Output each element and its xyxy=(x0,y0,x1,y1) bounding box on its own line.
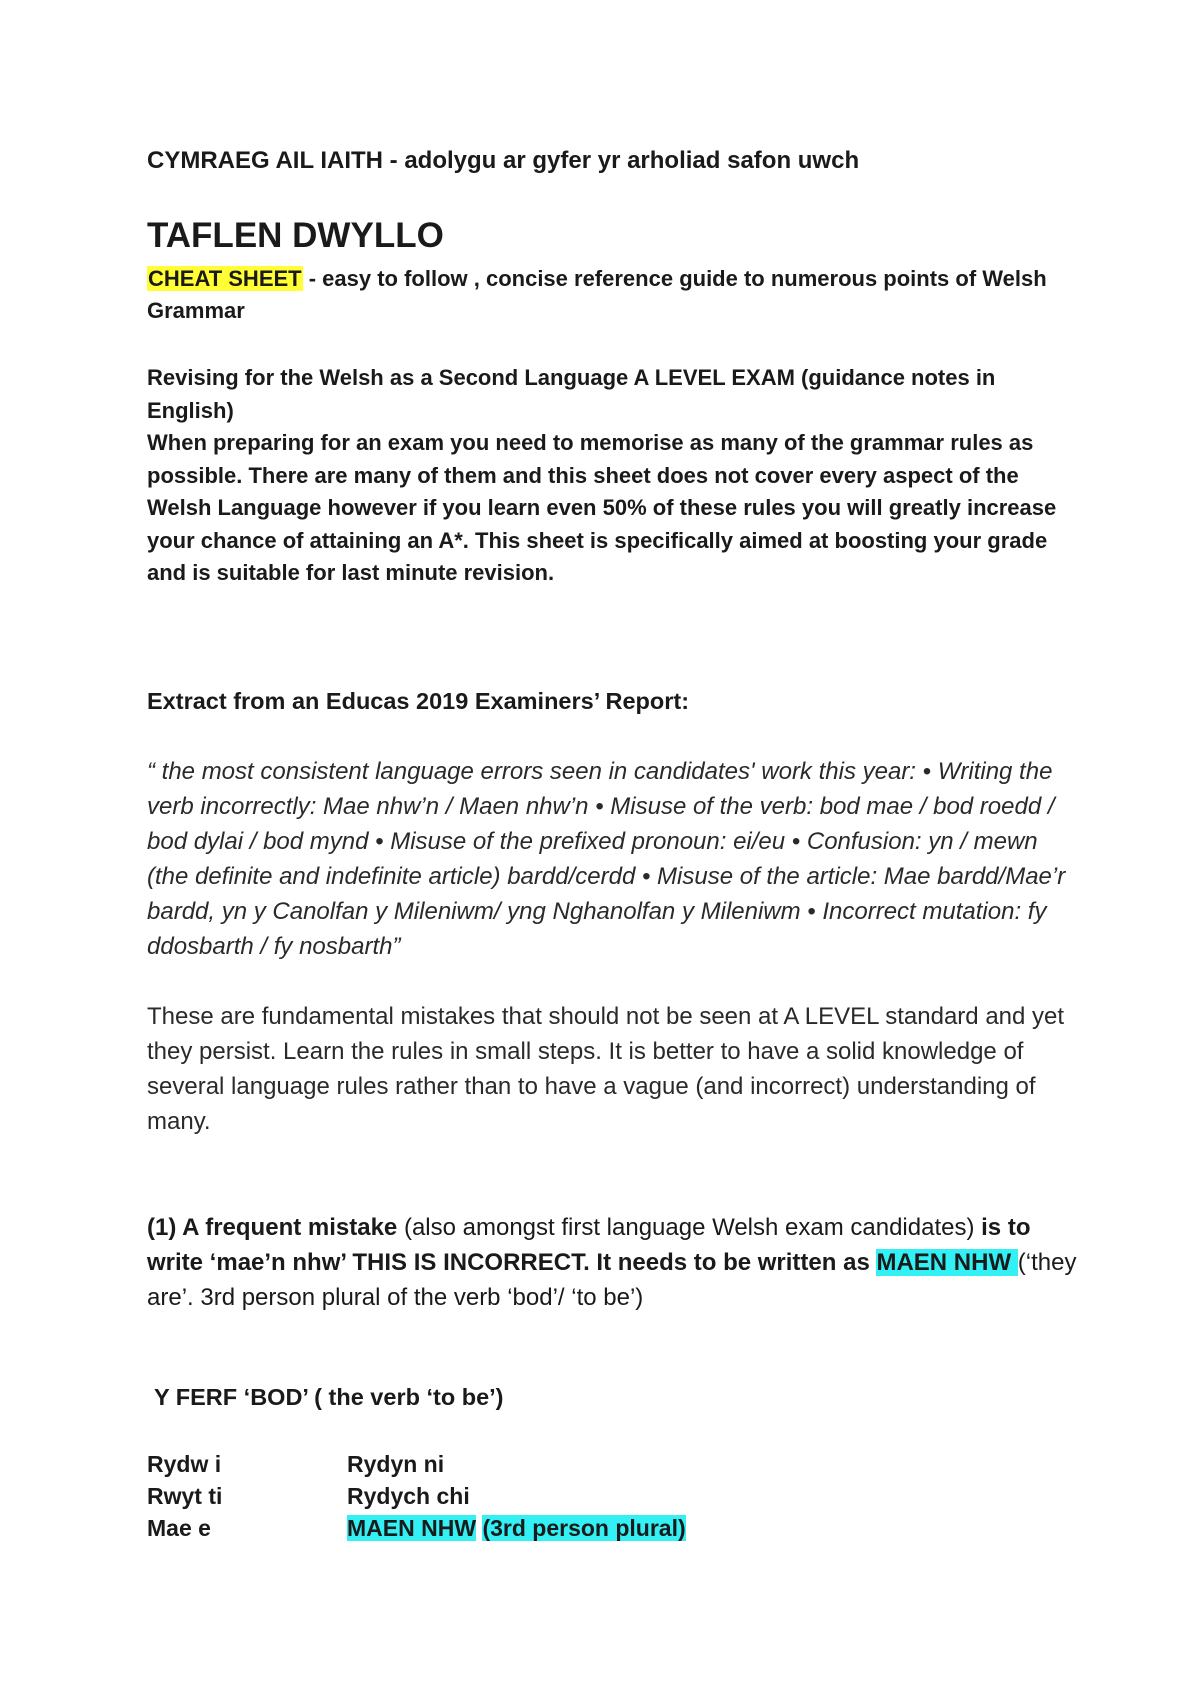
verb-bod-heading: Y FERF ‘BOD’ ( the verb ‘to be’) xyxy=(154,1384,504,1410)
fundamental-mistakes-paragraph: These are fundamental mistakes that should not be seen at A LEVEL standard and yet they persist. Learn the rules in small steps. It is better to have a solid knowledge of several language rules rather than to have a vague (and incorrect) understanding of many. xyxy=(147,1003,1065,1135)
mistake-lead: (1) A frequent mistake xyxy=(147,1214,398,1241)
verb-row xyxy=(147,1483,1077,1515)
third-person-plural-note: (3rd person plural) xyxy=(482,1515,686,1541)
examiners-quote: “ the most consistent language errors seen in candidates' work this year: • Writing the verb incorrectly: Mae nhw’n / Maen nhw’n • Misuse of the verb: bod mae / bod roedd / bod dylai / bod mynd • Misuse of the prefixed pronoun: ei/eu • Confusion: yn / mewn (the definite and indefinite article) bardd/cerdd • Misuse of the article: Mae bardd/Mae’r bardd, yn y Canolfan y Mileniwm/ yng Nghanolfan y Mileniwm • Incorrect mutation: fy ddosbarth / fy nosbarth” xyxy=(147,758,1066,960)
cheat-sheet-highlight: CHEAT SHEET xyxy=(148,266,302,291)
mistake-note: (also amongst first language Welsh exam candidates) xyxy=(397,1214,982,1241)
page-title: TAFLEN DWYLLO xyxy=(147,216,444,255)
verb-row xyxy=(147,1515,1077,1547)
subtitle xyxy=(147,263,1077,327)
verb-plural-highlighted xyxy=(347,1515,686,1542)
mistake-explanation: (‘they are’. 3rd person plural of the verb ‘bod’/ ‘to be’) xyxy=(147,1249,1077,1311)
maen-nhw-table-highlight: MAEN NHW xyxy=(347,1515,477,1541)
revising-section xyxy=(147,362,1077,590)
verb-singular: Mae e xyxy=(147,1515,211,1541)
frequent-mistake-paragraph xyxy=(147,1210,1077,1315)
verb-plural: Rydych chi xyxy=(347,1483,470,1509)
verb-singular: Rydw i xyxy=(147,1451,222,1477)
verb-singular: Rwyt ti xyxy=(147,1483,223,1509)
maen-nhw-highlight: MAEN NHW xyxy=(876,1249,1018,1276)
revising-intro: Revising for the Welsh as a Second Language A LEVEL EXAM (guidance notes in English) xyxy=(147,365,996,423)
verb-row xyxy=(147,1451,1077,1483)
mistake-rule: is to write ‘mae’n nhw’ THIS IS INCORRECT. It needs to be written as xyxy=(147,1214,1031,1276)
extract-heading: Extract from an Educas 2019 Examiners’ Report: xyxy=(147,688,690,714)
revising-paragraph: When preparing for an exam you need to memorise as many of the grammar rules as possible. There are many of them and this sheet does not cover every aspect of the Welsh Language however if you learn even 50% of these rules you will greatly increase your chance of attaining an A*. This sheet is specifically aimed at boosting your grade and is suitable for last minute revision. xyxy=(147,430,1057,585)
subtitle-rest: - easy to follow , concise reference guide to numerous points of Welsh Grammar xyxy=(147,266,1047,323)
top-heading: CYMRAEG AIL IAITH - adolygu ar gyfer yr arholiad safon uwch xyxy=(147,147,860,174)
verb-plural: Rydyn ni xyxy=(347,1451,445,1477)
